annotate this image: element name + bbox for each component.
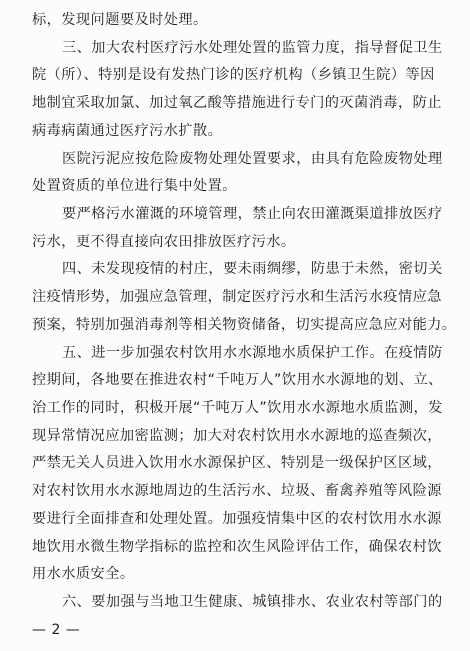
- text-line: 预案，特别加强消毒剂等相关物资储备，切实提高应急应对能力。: [32, 316, 457, 333]
- text-line: 地饮用水微生物学指标的监控和次生风险评估工作，确保农村饮: [32, 538, 442, 555]
- text-line: 医院污泥应按危险废物处理处置要求，由具有危险废物处理: [62, 150, 443, 167]
- text-line: 病毒病菌通过医疗污水扩散。: [32, 122, 223, 139]
- text-line: 五、进一步加强农村饮用水水源地水质保护工作。在疫情防: [62, 344, 443, 361]
- text-line: 注疫情形势，加强应急管理，制定医疗污水和生活污水疫情应急: [32, 289, 442, 306]
- text-line: 处置资质的单位进行集中处置。: [32, 178, 237, 195]
- page-number: — 2 —: [32, 622, 81, 638]
- text-line: 六、要加强与当地卫生健康、城镇排水、农业农村等部门的: [62, 594, 443, 610]
- text-line: 用水水质安全。: [32, 566, 135, 583]
- text-line: 标，发现问题要及时处理。: [32, 12, 208, 28]
- text-line: 现异常情况应加密监测；加大对农村饮用水水源地的巡查频次，: [32, 427, 442, 444]
- text-line: 对农村饮用水水源地周边的生活污水、垃圾、畜禽养殖等风险源: [32, 483, 442, 500]
- text-line: 地制宜采取加氯、加过氧乙酸等措施进行专门的灭菌消毒，防止: [32, 95, 442, 112]
- text-line: 院（所）、特别是设有发热门诊的医疗机构（乡镇卫生院）等因: [32, 67, 435, 84]
- text-line: 控期间，各地要在推进农村“千吨万人”饮用水水源地的划、立、: [32, 372, 443, 389]
- text-line: 严禁无关人员进入饮用水水源保护区、特别是一级保护区区域，: [32, 455, 442, 472]
- text-line: 四、未发现疫情的村庄，要未雨绸缪，防患于未然，密切关: [62, 261, 443, 278]
- text-line: 三、加大农村医疗污水处理处置的监管力度，指导督促卫生: [62, 39, 443, 56]
- text-line: 要进行全面排查和处理处置。加强疫情集中区的农村饮用水水源: [32, 510, 442, 527]
- text-line: 污水，更不得直接向农田排放医疗污水。: [32, 233, 296, 250]
- text-line: 治工作的同时，积极开展“千吨万人”饮用水水源地水质监测，发: [32, 400, 443, 416]
- text-line: 要严格污水灌溉的环境管理，禁止向农田灌溉渠道排放医疗: [62, 206, 443, 222]
